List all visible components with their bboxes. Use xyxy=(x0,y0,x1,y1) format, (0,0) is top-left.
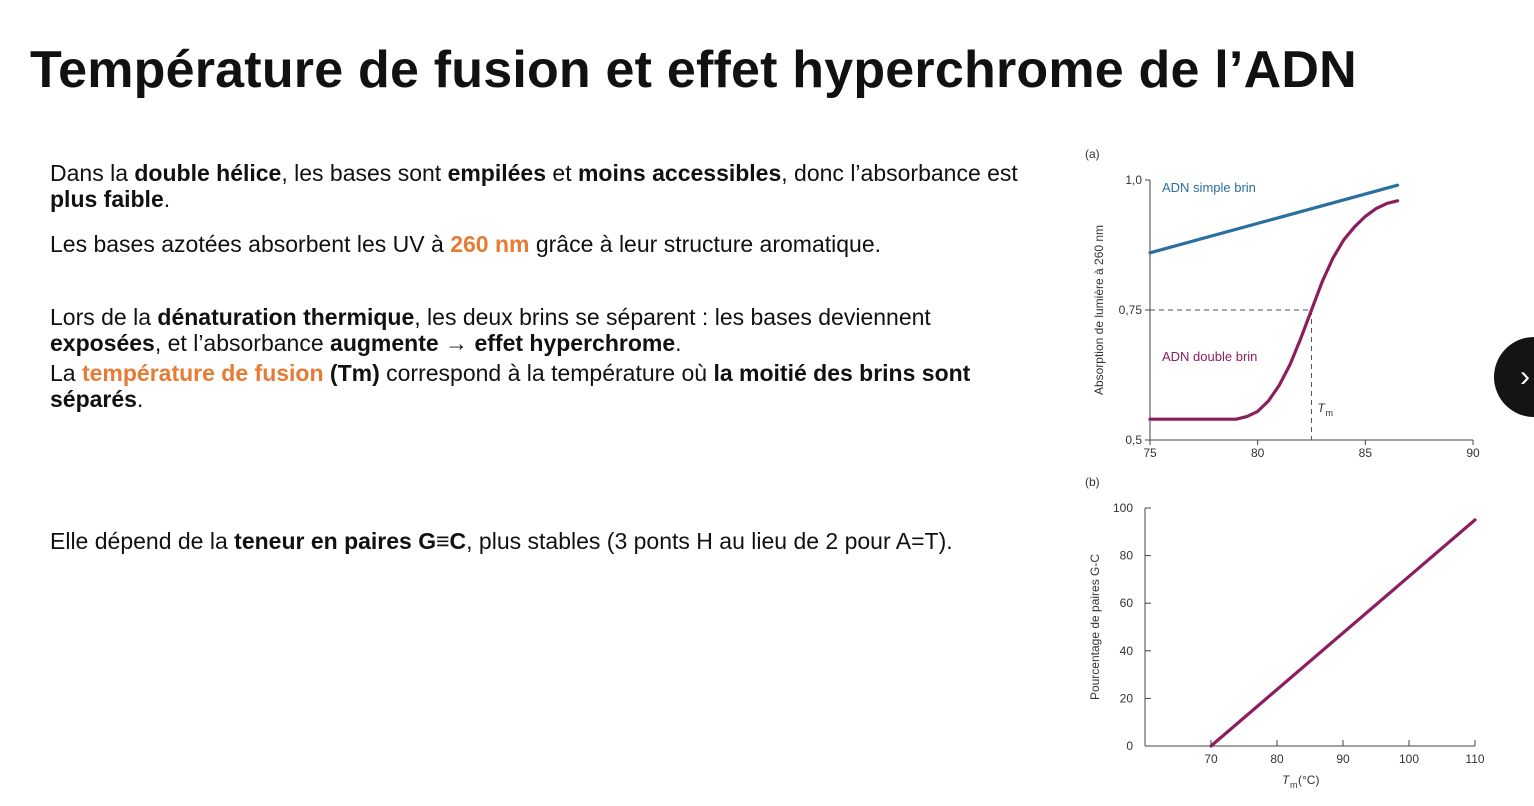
paragraph-gc-content xyxy=(50,528,1040,554)
x-axis-label-unit: (°C) xyxy=(1298,773,1320,787)
p4-text-3: . xyxy=(136,386,144,412)
p4-text-2: correspond à la température où xyxy=(379,360,714,386)
p1-bold-1: double hélice xyxy=(134,160,282,186)
p5-text-2: , plus stables (3 ponts H au lieu de 2 pour A=T). xyxy=(466,528,953,554)
p2-highlight-260nm: 260 nm xyxy=(450,231,530,257)
paragraph-double-helix xyxy=(50,160,1040,212)
x-tick-label-75: 75 xyxy=(1143,446,1157,460)
y-axis-label: Pourcentage de paires G-C xyxy=(1088,553,1102,701)
y-tick-label-1-0: 1,0 xyxy=(1125,173,1142,187)
y-tick-label-40: 40 xyxy=(1119,643,1133,658)
y-tick-label-0-75: 0,75 xyxy=(1118,303,1142,317)
y-tick-label-100: 100 xyxy=(1112,501,1133,515)
p3-bold-2: exposées xyxy=(50,330,155,356)
x-tick-label-80: 80 xyxy=(1270,752,1284,766)
x-tick-label-110: 110 xyxy=(1465,752,1485,766)
paragraph-uv-absorption xyxy=(50,231,1040,257)
x-tick-label-85: 85 xyxy=(1358,446,1373,460)
p5-text-1: Elle dépend de la xyxy=(50,528,235,554)
y-tick-label-0-5: 0,5 xyxy=(1125,433,1142,447)
p3-text-1: Lors de la xyxy=(50,304,158,330)
x-tick-label-80: 80 xyxy=(1250,446,1265,460)
series-label-adn-double-brin: ADN double brin xyxy=(1162,348,1258,364)
p4-bold-2: la moitié des brins sont séparés xyxy=(50,360,971,412)
y-tick-label-60: 60 xyxy=(1119,596,1133,611)
slide-title: Température de fusion et effet hyperchrome de l’ADN xyxy=(30,41,1357,99)
p2-text-1: Les bases azotées absorbent les UV à xyxy=(50,231,451,257)
x-axis-label-subscript: m xyxy=(1290,780,1298,790)
paragraph-denaturation xyxy=(50,304,1040,356)
p1-text-4: , donc l’absorbance est xyxy=(781,160,1018,186)
x-tick-label-70: 70 xyxy=(1204,752,1218,766)
x-tick-label-100: 100 xyxy=(1398,752,1420,766)
p3-text-3: , et l’absorbance xyxy=(154,330,331,356)
p1-bold-3: moins accessibles xyxy=(577,160,782,186)
y-axis-label: Absorption de lumière à 260 nm xyxy=(1092,224,1106,396)
p4-bold-1: (Tm) xyxy=(323,360,380,386)
next-slide-button[interactable] xyxy=(1494,337,1534,417)
tm-annotation-subscript: m xyxy=(1325,408,1333,418)
chevron-right-icon: › xyxy=(1520,360,1530,393)
p1-text-3: et xyxy=(546,160,578,186)
paragraph-melting-temperature xyxy=(50,360,1040,412)
panel-label-a: (a) xyxy=(1085,147,1100,161)
p3-bold-4: effet hyperchrome xyxy=(474,330,676,356)
p3-bold-1: dénaturation thermique xyxy=(157,304,415,330)
series-label-adn-simple-brin: ADN simple brin xyxy=(1162,179,1256,195)
p1-bold-2: empilées xyxy=(447,160,547,186)
x-tick-label-90: 90 xyxy=(1336,752,1350,766)
y-tick-label-0: 0 xyxy=(1126,739,1133,753)
panel-label-b: (b) xyxy=(1085,475,1100,489)
p3-text-5: . xyxy=(675,330,682,356)
chart-absorbance-vs-temperature xyxy=(1085,140,1495,460)
p4-text-1: La xyxy=(50,360,82,386)
y-tick-label-20: 20 xyxy=(1119,691,1133,706)
p4-highlight-tm: température de fusion xyxy=(81,360,324,386)
chart-gc-vs-tm xyxy=(1085,470,1495,795)
p3-bold-3: augmente xyxy=(330,330,439,356)
p3-text-2: , les deux brins se séparent : les bases deviennent xyxy=(414,304,931,330)
p1-text-5: . xyxy=(163,186,171,212)
y-tick-label-80: 80 xyxy=(1119,548,1133,563)
p1-text-1: Dans la xyxy=(50,160,135,186)
tm-annotation: T xyxy=(1317,401,1325,415)
p1-text-2: , les bases sont xyxy=(281,160,448,186)
x-tick-label-90: 90 xyxy=(1466,446,1480,460)
p5-bold-1: teneur en paires G≡C xyxy=(234,528,467,554)
p1-bold-4: plus faible xyxy=(50,186,164,212)
p2-text-2: grâce à leur structure aromatique. xyxy=(529,231,882,257)
p3-text-4: → xyxy=(438,330,475,356)
series-line-gc-vs-tm xyxy=(1211,520,1475,746)
x-axis-label: T xyxy=(1282,773,1290,787)
